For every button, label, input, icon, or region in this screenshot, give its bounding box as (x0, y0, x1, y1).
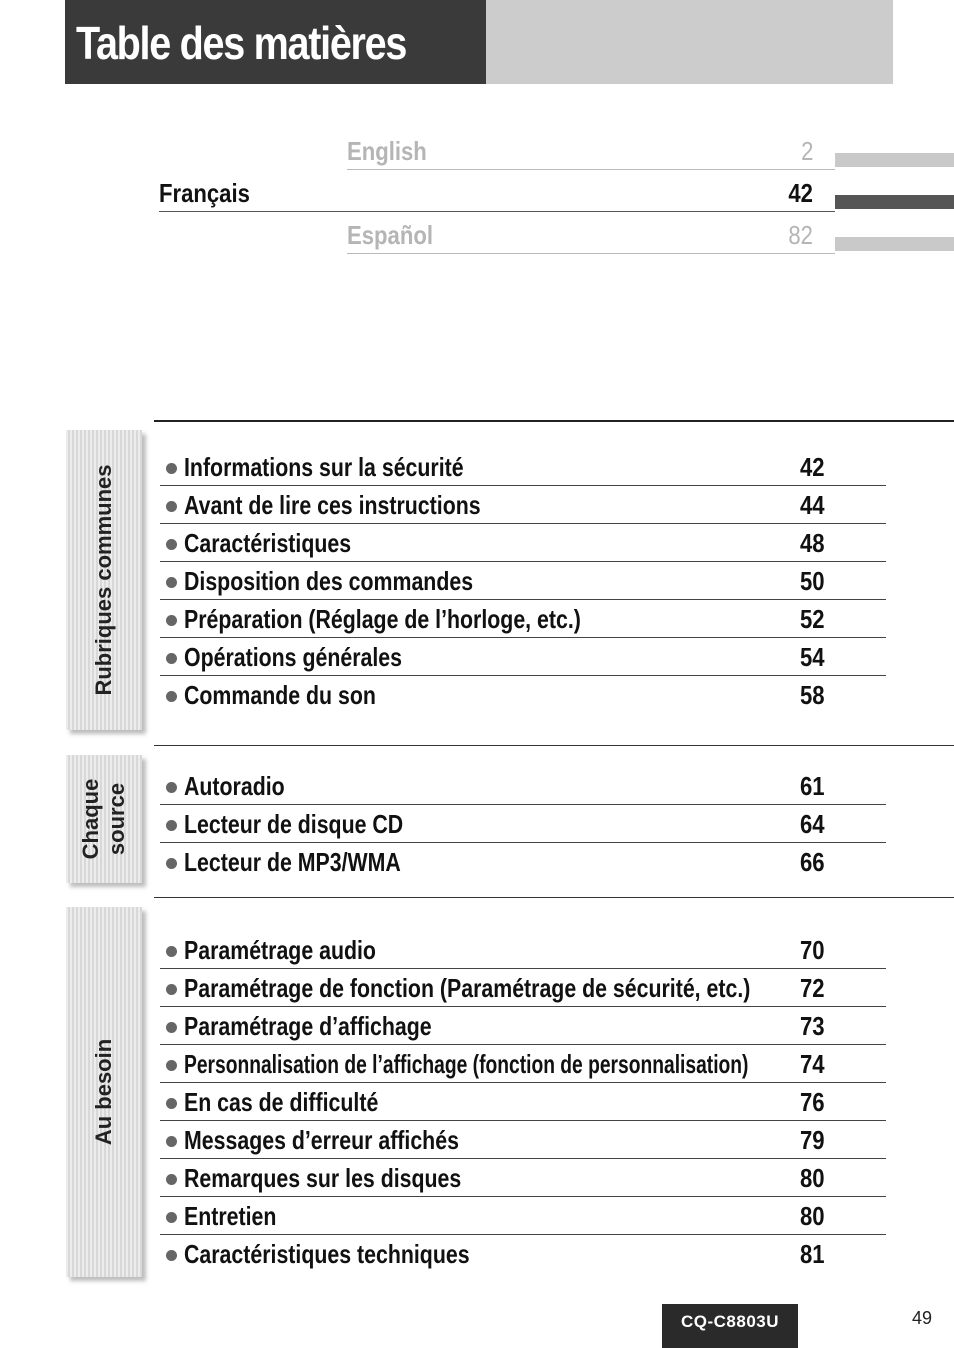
toc-item-page: 50 (800, 566, 825, 596)
side-tab-label: Rubriques communes (91, 464, 116, 696)
side-tab-label: Au besoin (91, 1038, 116, 1146)
toc-item-label: Personnalisation de l’affichage (fonction de personnalisation) (184, 1049, 749, 1079)
toc-item[interactable] (160, 676, 886, 714)
toc-item-label: Avant de lire ces instructions (184, 490, 481, 520)
toc-item-label: Disposition des commandes (184, 566, 474, 596)
language-tab-espanol (835, 237, 954, 251)
toc-item[interactable] (160, 969, 886, 1007)
toc-item-page: 80 (800, 1201, 825, 1231)
toc-item-label: Lecteur de disque CD (184, 809, 404, 839)
bullet-icon (166, 463, 177, 474)
toc-item-page: 48 (800, 528, 825, 558)
toc-item[interactable] (160, 1007, 886, 1045)
page-number: 49 (912, 1308, 933, 1328)
toc-item-page: 80 (800, 1163, 825, 1193)
side-tab-label: Chaque source (78, 778, 129, 860)
toc-item-page: 61 (800, 771, 825, 801)
toc-item-label: Opérations générales (184, 642, 403, 672)
toc-item[interactable] (160, 562, 886, 600)
bullet-icon (166, 1212, 177, 1223)
bullet-icon (166, 782, 177, 793)
bullet-icon (166, 653, 177, 664)
toc-item[interactable] (160, 638, 886, 676)
toc-item-page: 79 (800, 1125, 825, 1155)
toc-item[interactable] (160, 1159, 886, 1197)
bullet-icon (166, 858, 177, 869)
toc-item-page: 54 (800, 642, 825, 672)
language-page: 42 (788, 178, 813, 208)
toc-item-page: 81 (800, 1239, 825, 1269)
toc-item-label: En cas de difficulté (184, 1087, 379, 1117)
toc-item[interactable] (160, 1235, 886, 1273)
bullet-icon (166, 946, 177, 957)
toc-item[interactable] (160, 805, 886, 843)
toc-item[interactable] (160, 767, 886, 805)
toc-item-label: Commande du son (184, 680, 376, 710)
bullet-icon (166, 820, 177, 831)
toc-item[interactable] (160, 931, 886, 969)
toc-item[interactable] (160, 1197, 886, 1235)
language-page: 2 (800, 136, 813, 166)
toc-item-page: 66 (800, 847, 825, 877)
toc-item[interactable] (160, 1045, 886, 1083)
bullet-icon (166, 1060, 177, 1071)
toc-item-page: 64 (800, 809, 825, 839)
toc-item[interactable] (160, 486, 886, 524)
toc-item[interactable] (160, 600, 886, 638)
language-tab-francais (835, 195, 954, 209)
bullet-icon (166, 1098, 177, 1109)
toc-item[interactable] (160, 448, 886, 486)
toc-item-page: 72 (800, 973, 825, 1003)
language-tab-english (835, 153, 954, 167)
toc-item-page: 58 (800, 680, 825, 710)
side-tab-chaque-source (66, 755, 142, 883)
toc-item-label: Messages d’erreur affichés (184, 1125, 459, 1155)
toc-item-label: Caractéristiques techniques (184, 1239, 470, 1269)
language-name: Français (159, 178, 250, 208)
toc-item[interactable] (160, 1083, 886, 1121)
toc-item-label: Paramétrage d’affichage (184, 1011, 432, 1041)
bullet-icon (166, 615, 177, 626)
toc-item-label: Informations sur la sécurité (184, 452, 464, 482)
language-name: English (347, 136, 427, 166)
toc-item-page: 42 (800, 452, 825, 482)
section-divider (154, 897, 954, 898)
bullet-icon (166, 1250, 177, 1261)
page-title: Table des matières (76, 17, 407, 69)
language-name: Español (347, 220, 433, 250)
language-page: 82 (788, 220, 813, 250)
toc-item-label: Lecteur de MP3/WMA (184, 847, 401, 877)
language-row-francais[interactable] (159, 170, 835, 212)
bullet-icon (166, 501, 177, 512)
toc-item-page: 44 (800, 490, 825, 520)
bullet-icon (166, 1174, 177, 1185)
model-badge: CQ-C8803U (662, 1304, 798, 1348)
toc-item-page: 74 (800, 1049, 825, 1079)
toc-item-label: Paramétrage de fonction (Paramétrage de sécurité, etc.) (184, 973, 751, 1003)
bullet-icon (166, 539, 177, 550)
section-divider (154, 420, 954, 422)
side-tab-rubriques-communes (66, 430, 142, 730)
toc-item-label: Autoradio (184, 771, 285, 801)
toc-item-label: Remarques sur les disques (184, 1163, 462, 1193)
toc-item-page: 70 (800, 935, 825, 965)
toc-item-label: Caractéristiques (184, 528, 352, 558)
toc-item-label: Entretien (184, 1201, 277, 1231)
toc-item[interactable] (160, 524, 886, 562)
bullet-icon (166, 577, 177, 588)
toc-item-page: 52 (800, 604, 825, 634)
divider (347, 253, 835, 254)
section-divider (154, 745, 954, 746)
toc-item-label: Paramétrage audio (184, 935, 376, 965)
toc-item[interactable] (160, 1121, 886, 1159)
bullet-icon (166, 1022, 177, 1033)
toc-item-page: 76 (800, 1087, 825, 1117)
toc-item-page: 73 (800, 1011, 825, 1041)
toc-item-label: Préparation (Réglage de l’horloge, etc.) (184, 604, 581, 634)
language-row-espanol[interactable] (347, 212, 835, 254)
language-row-english[interactable] (347, 128, 835, 170)
side-tab-au-besoin (66, 907, 142, 1277)
bullet-icon (166, 691, 177, 702)
bullet-icon (166, 1136, 177, 1147)
toc-item[interactable] (160, 843, 886, 881)
bullet-icon (166, 984, 177, 995)
